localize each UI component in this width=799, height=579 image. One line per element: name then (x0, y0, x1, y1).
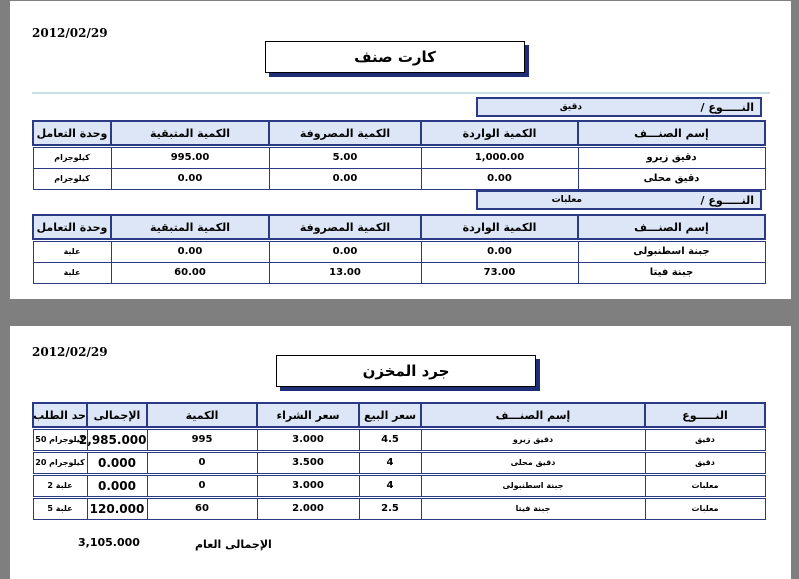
item-name: جبنة اسطنبولى (578, 241, 765, 262)
column-header: إسم الصنـــف (578, 215, 765, 239)
item-type: دقيق (645, 452, 765, 473)
item-name: دقيق محلى (578, 168, 765, 189)
unit: علبة (33, 262, 111, 283)
column-header: الإجمالى (87, 403, 147, 427)
column-header: إسم الصنـــف (578, 121, 765, 145)
sale-price: 4 (359, 475, 421, 496)
total-value: 2,985.000 (87, 429, 147, 450)
table-row (33, 241, 765, 262)
quantity: 0 (147, 475, 257, 496)
type-label: النـــــوع / (700, 101, 754, 114)
qty-out: 13.00 (269, 262, 421, 283)
qty-remaining: 0.00 (111, 168, 269, 189)
table-row (33, 147, 765, 168)
sale-price: 4.5 (359, 429, 421, 450)
quantity: 60 (147, 498, 257, 519)
report-date: 2012/02/29 (32, 26, 108, 40)
inventory-report (10, 326, 791, 579)
qty-in: 1,000.00 (421, 147, 578, 168)
qty-in: 0.00 (421, 241, 578, 262)
type-value: دقيق (559, 102, 582, 112)
reorder-limit: علبة 5 (33, 498, 87, 519)
unit: كيلوجرام (33, 168, 111, 189)
total-value: 120.000 (87, 498, 147, 519)
column-header: سعر الشراء (257, 403, 359, 427)
column-header: سعر البيع (359, 403, 421, 427)
column-header: حد الطلب (33, 403, 87, 427)
column-header: الكمية الواردة (421, 215, 578, 239)
qty-remaining: 0.00 (111, 241, 269, 262)
column-header: وحدة التعامل (33, 121, 111, 145)
column-header: وحدة التعامل (33, 215, 111, 239)
report-date: 2012/02/29 (32, 345, 108, 359)
quantity: 0 (147, 452, 257, 473)
divider-line (32, 92, 770, 94)
qty-remaining: 995.00 (111, 147, 269, 168)
purchase-price: 3.500 (257, 452, 359, 473)
table-row (33, 498, 765, 519)
column-header: النـــــوع (645, 403, 765, 427)
column-header: إسم الصنـــف (421, 403, 645, 427)
reorder-limit: علبة 2 (33, 475, 87, 496)
type-value: معلبات (551, 195, 582, 205)
total-value: 0.000 (87, 475, 147, 496)
qty-remaining: 60.00 (111, 262, 269, 283)
table-row (33, 429, 765, 450)
qty-out: 0.00 (269, 168, 421, 189)
item-card-report (10, 1, 791, 299)
quantity: 995 (147, 429, 257, 450)
qty-out: 0.00 (269, 241, 421, 262)
table-row (33, 262, 765, 283)
item-type: معلبات (645, 498, 765, 519)
unit: كيلوجرام (33, 147, 111, 168)
column-header: الكمية المصروفة (269, 121, 421, 145)
purchase-price: 3.000 (257, 475, 359, 496)
qty-out: 5.00 (269, 147, 421, 168)
type-bar (476, 190, 762, 210)
item-type: معلبات (645, 475, 765, 496)
card-table (32, 214, 766, 284)
table-row (33, 475, 765, 496)
item-name: جبنة فيتا (578, 262, 765, 283)
report-title: جرد المخزن (276, 355, 536, 387)
purchase-price: 3.000 (257, 429, 359, 450)
table-row (33, 168, 765, 189)
item-name: جبنة فيتا (421, 498, 645, 519)
card-table (32, 120, 766, 190)
column-header: الكمية المتبقية (111, 215, 269, 239)
report-title: كارت صنف (265, 41, 525, 73)
reorder-limit: كيلوجرام 50 (33, 429, 87, 450)
qty-in: 73.00 (421, 262, 578, 283)
item-name: دقيق محلى (421, 452, 645, 473)
column-header: الكمية (147, 403, 257, 427)
type-bar (476, 97, 762, 117)
qty-in: 0.00 (421, 168, 578, 189)
item-type: دقيق (645, 429, 765, 450)
item-name: دقيق زيرو (578, 147, 765, 168)
total-value: 0.000 (87, 452, 147, 473)
purchase-price: 2.000 (257, 498, 359, 519)
type-label: النـــــوع / (700, 194, 754, 207)
item-name: دقيق زيرو (421, 429, 645, 450)
sale-price: 4 (359, 452, 421, 473)
grand-total-label: الإجمالى العام (195, 538, 272, 551)
column-header: الكمية المصروفة (269, 215, 421, 239)
item-name: جبنة اسطنبولى (421, 475, 645, 496)
table-row (33, 452, 765, 473)
reorder-limit: كيلوجرام 20 (33, 452, 87, 473)
column-header: الكمية المتبقية (111, 121, 269, 145)
unit: علبة (33, 241, 111, 262)
inventory-table (32, 402, 766, 520)
grand-total-value: 3,105.000 (78, 536, 140, 549)
column-header: الكمية الواردة (421, 121, 578, 145)
sale-price: 2.5 (359, 498, 421, 519)
